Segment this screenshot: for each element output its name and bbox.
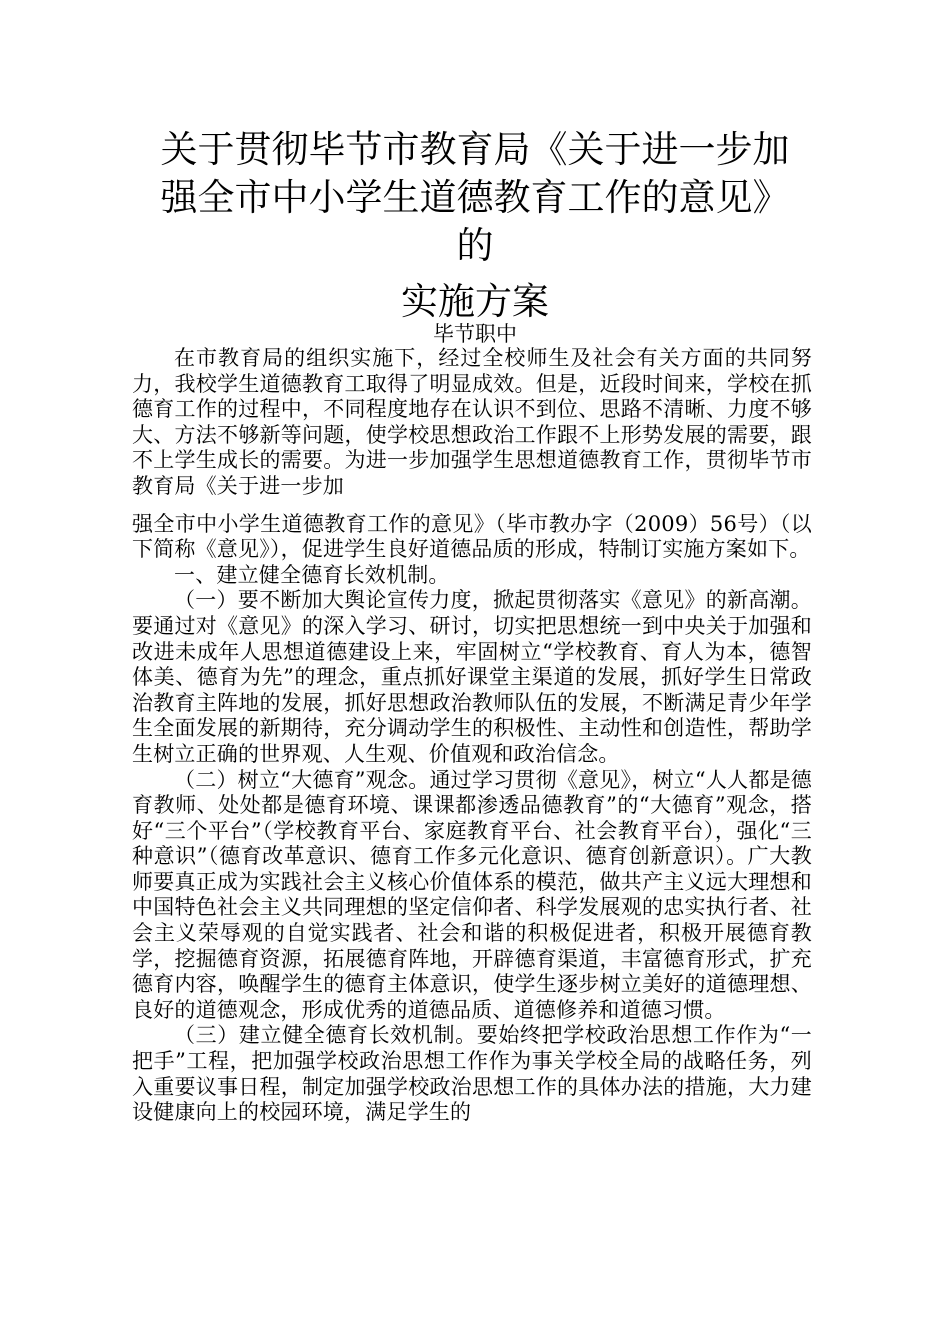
section-heading-1: 一、建立健全德育长效机制。 bbox=[174, 562, 450, 587]
title-line-3: 的 bbox=[456, 224, 494, 267]
paragraph-item-1: （一）要不断加大舆论宣传力度，掀起贯彻落实《意见》的新高潮。要通过对《意见》的深入学习、研讨，切实把思想统一到中央关于加强和改进未成年人思想道德建设上来，牢固树立“学校教育、育人为本，德智体美、德育为先”的理念，重点抓好课堂主渠道的发展，抓好学生日常政治教育主阵地的发展，抓好思想政治教师队伍的发展，不断满足青少年学生全面发展的新期待，充分调动学生的积极性、主动性和创造性，帮助学生树立正确的世界观、人生观、价值观和政治信念。 bbox=[132, 588, 812, 766]
paragraph-intro-continued: 强全市中小学生道德教育工作的意见》（毕市教办字（2009）56号）（以下简称《意见》），促进学生良好道德品质的形成，特制订实施方案如下。 bbox=[132, 511, 812, 562]
author-line: 毕节职中 bbox=[433, 322, 517, 346]
document-body bbox=[132, 346, 812, 1126]
paragraph-intro: 在市教育局的组织实施下，经过全校师生及社会有关方面的共同努力，我校学生道德教育工取得了明显成效。但是，近段时间来，学校在抓德育工作的过程中，不同程度地存在认识不到位、思路不清晰、力度不够大、方法不够新等问题，使学校思想政治工作跟不上形势发展的需要，跟不上学生成长的需要。为进一步加强学生思想道德教育工作，贯彻毕节市教育局《关于进一步加 bbox=[132, 346, 812, 498]
title-line-2: 强全市中小学生道德教育工作的意见》 bbox=[160, 176, 790, 219]
document-title bbox=[120, 126, 830, 326]
title-line-4: 实施方案 bbox=[401, 280, 549, 323]
title-line-1: 关于贯彻毕节市教育局《关于进一步加 bbox=[160, 128, 790, 171]
paragraph-item-2: （二）树立“大德育”观念。通过学习贯彻《意见》，树立“人人都是德育教师、处处都是德育环境、课课都渗透品德教育”的“大德育”观念，搭好“三个平台”（学校教育平台、家庭教育平台、社会教育平台），强化“三种意识”（德育改革意识、德育工作多元化意识、德育创新意识）。广大教师要真正成为实践社会主义核心价值体系的模范，做共产主义远大理想和中国特色社会主义共同理想的坚定信仰者、科学发展观的忠实执行者、社会主义荣辱观的自觉实践者、社会和谐的积极促进者，积极开展德育教学，挖掘德育资源，拓展德育阵地，开辟德育渠道，丰富德育形式，扩充德育内容，唤醒学生的德育主体意识，使学生逐步树立美好的道德理想、良好的道德观念，形成优秀的道德品质、道德修养和道德习惯。 bbox=[132, 767, 812, 1022]
paragraph-item-3: （三）建立健全德育长效机制。要始终把学校政治思想工作作为“一把手”工程，把加强学校政治思想工作作为事关学校全局的战略任务，列入重要议事日程，制定加强学校政治思想工作的具体办法的措施，大力建设健康向上的校园环境，满足学生的 bbox=[132, 1023, 812, 1125]
